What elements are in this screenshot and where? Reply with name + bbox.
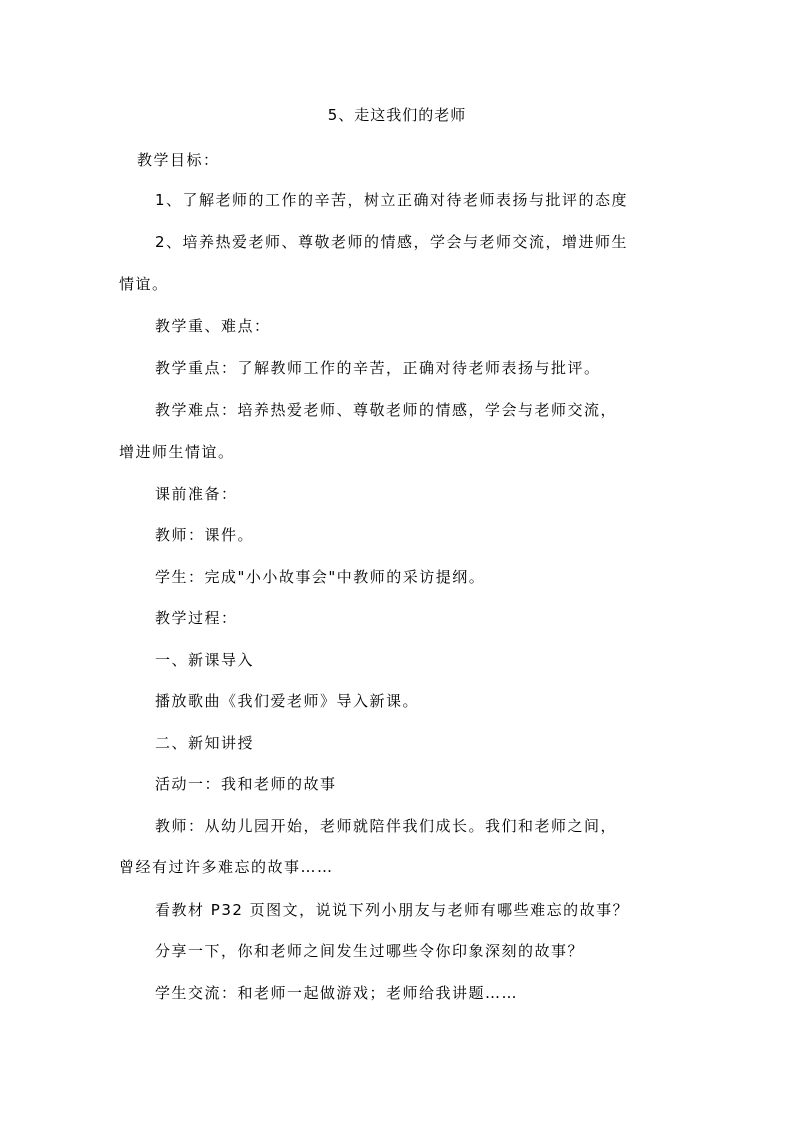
paragraph-key-points-heading: 教学重、难点： <box>155 317 271 335</box>
paragraph-difficult-point-continued: 增进师生情谊。 <box>119 443 235 461</box>
paragraph-student-exchange: 学生交流：和老师一起做游戏；老师给我讲题…… <box>155 984 519 1002</box>
paragraph-key-point: 教学重点：了解教师工作的辛苦，正确对待老师表扬与批评。 <box>155 359 601 377</box>
paragraph-student-prep: 学生：完成"小小故事会"中教师的采访提纲。 <box>155 568 486 586</box>
paragraph-section-1-content: 播放歌曲《我们爱老师》导入新课。 <box>155 692 420 710</box>
paragraph-process-heading: 教学过程： <box>155 609 238 627</box>
paragraph-preparation-heading: 课前准备： <box>155 485 238 503</box>
paragraph-teacher-prep: 教师：课件。 <box>155 526 255 544</box>
paragraph-goal-2-continued: 情谊。 <box>119 275 169 293</box>
paragraph-activity-1-heading: 活动一：我和老师的故事 <box>155 775 337 793</box>
paragraph-teacher-intro: 教师：从幼儿园开始，老师就陪伴我们成长。我们和老师之间， <box>155 817 618 835</box>
paragraph-section-2-heading: 二、新知讲授 <box>155 734 255 752</box>
paragraph-goal-1: 1、了解老师的工作的辛苦，树立正确对待老师表扬与批评的态度 <box>155 191 629 209</box>
paragraph-teaching-goals-heading: 教学目标： <box>137 151 220 169</box>
paragraph-share-task: 分享一下，你和老师之间发生过哪些令你印象深刻的故事？ <box>155 942 585 960</box>
paragraph-goal-2: 2、培养热爱老师、尊敬老师的情感，学会与老师交流，增进师生 <box>155 233 629 251</box>
paragraph-section-1-heading: 一、新课导入 <box>155 651 255 669</box>
paragraph-teacher-intro-continued: 曾经有过许多难忘的故事…… <box>119 858 334 876</box>
paragraph-difficult-point: 教学难点：培养热爱老师、尊敬老师的情感，学会与老师交流， <box>155 401 618 419</box>
paragraph-textbook-task: 看教材 P32 页图文，说说下列小朋友与老师有哪些难忘的故事？ <box>155 901 630 919</box>
document-title: 5、走这我们的老师 <box>327 106 467 124</box>
